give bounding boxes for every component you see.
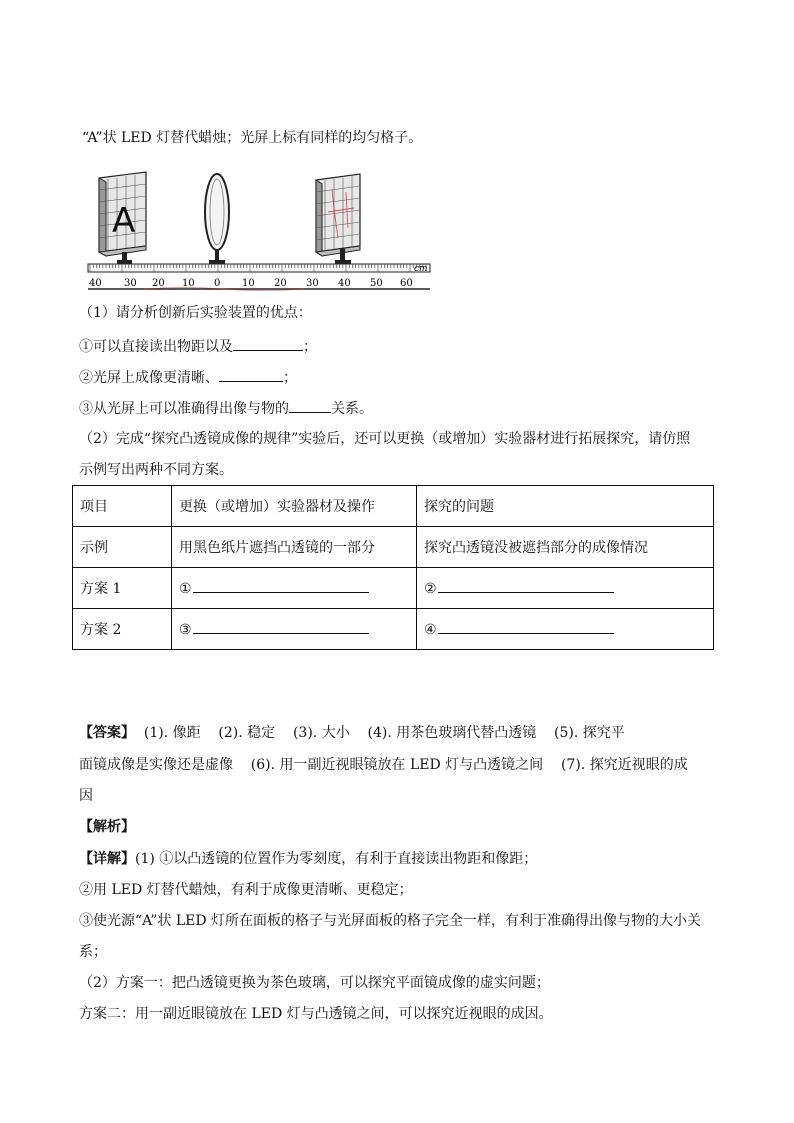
convex-lens: [205, 174, 229, 264]
ruler-label-2: 20: [152, 278, 165, 289]
ruler-label-9: 50: [370, 278, 383, 289]
table-cell: 项目: [73, 486, 172, 527]
analysis-label: 【解析】: [79, 819, 135, 835]
table-cell: 探究的问题: [417, 486, 714, 527]
answer-blank-1[interactable]: [233, 336, 303, 351]
analysis-line-6: 方案二：用一副近眼镜放在 LED 灯与凸透镜之间，可以探究近视眼的成因。: [79, 1006, 553, 1022]
q1-item-3-text: ③从光屏上可以准确得出像与物的: [79, 401, 289, 417]
table-cell: [172, 609, 417, 650]
analysis-line-3: ③使光源“A”状 LED 灯所在面板的格子与光屏面板的格子完全一样，有利于准确得出像与物的大小关: [79, 913, 702, 929]
q1-item-1-text: ①可以直接读出物距以及: [79, 339, 233, 355]
ruler-label-3: 10: [182, 278, 195, 289]
table-cell: [417, 568, 714, 609]
optics-bench-figure: [84, 168, 434, 292]
blank-marker: ④: [424, 622, 437, 638]
table-cell: 方案 2: [73, 609, 172, 650]
q2-line-2: 示例写出两种不同方案。: [79, 462, 233, 478]
answer-line-1: [79, 723, 625, 743]
experiment-table: [72, 485, 714, 650]
analysis-line-1: [79, 849, 537, 869]
q1-item-3-tail: 关系。: [331, 401, 373, 417]
table-row: [73, 527, 714, 568]
ruler-label-4: 0: [214, 278, 221, 289]
q1-item-1: ①可以直接读出物距以及 ；: [79, 336, 317, 357]
answer-text-1: (1). 像距 (2). 稳定 (3). 大小 (4). 用茶色玻璃代替凸透镜 (5). 探究平: [135, 725, 625, 741]
analysis-line-5: （2）方案一：把凸透镜更换为茶色玻璃，可以探究平面镜成像的虚实问题；: [79, 975, 550, 991]
table-row: [73, 609, 714, 650]
ruler-label-7: 30: [306, 278, 319, 289]
answer-blank-3[interactable]: [289, 398, 331, 413]
intro-text: “A”状 LED 灯替代蜡烛；光屏上标有同样的均匀格子。: [82, 130, 423, 146]
table-cell: [172, 568, 417, 609]
q2-line-1: （2）完成“探究凸透镜成像的规律”实验后，还可以更换（或增加）实验器材进行拓展探究，请仿照: [79, 431, 691, 447]
table-cell: 更换（或增加）实验器材及操作: [172, 486, 417, 527]
object-letter: A: [112, 201, 136, 241]
table-cell: 示例: [73, 527, 172, 568]
answer-label: 【答案】: [79, 725, 135, 741]
detail-label: 【详解】: [79, 851, 135, 867]
table-cell: 用黑色纸片遮挡凸透镜的一部分: [172, 527, 417, 568]
table-cell: 探究凸透镜没被遮挡部分的成像情况: [417, 527, 714, 568]
blank-marker: ③: [179, 622, 192, 638]
answer-line-3: 因: [79, 788, 93, 804]
q1-item-2-text: ②光屏上成像更清晰、: [79, 370, 219, 386]
measuring-ruler: [88, 264, 430, 291]
analysis-text-1: (1) ①以凸透镜的位置作为零刻度，有利于直接读出物距和像距；: [135, 851, 538, 867]
ruler-label-6: 20: [274, 278, 287, 289]
answer-line-2: 面镜成像是实像还是虚像 (6). 用一副近视眼镜放在 LED 灯与凸透镜之间 (7). 探究近视眼的成: [79, 757, 688, 773]
answer-blank-plan1-equipment[interactable]: [193, 579, 369, 593]
ruler-label-8: 40: [338, 278, 351, 289]
ruler-label-1: 30: [124, 278, 137, 289]
table-row: [73, 568, 714, 609]
ruler-label-5: 10: [242, 278, 255, 289]
ruler-label-0: 40: [89, 278, 102, 289]
table-cell: [417, 609, 714, 650]
q1-item-3: [79, 398, 373, 419]
table-cell: 方案 1: [73, 568, 172, 609]
answer-blank-plan2-question[interactable]: [438, 620, 614, 634]
answer-blank-2[interactable]: [219, 367, 283, 382]
ruler-label-10: 60: [400, 278, 413, 289]
ruler-unit: cm: [414, 264, 428, 274]
blank-marker: ①: [179, 581, 192, 597]
table-header-row: [73, 486, 714, 527]
blank-marker: ②: [424, 581, 437, 597]
q1-title: （1）请分析创新后实验装置的优点：: [79, 305, 312, 321]
answer-blank-plan2-equipment[interactable]: [193, 620, 369, 634]
analysis-line-2: ②用 LED 灯替代蜡烛，有利于成像更清晰、更稳定；: [79, 882, 413, 898]
led-object-board: [99, 172, 146, 264]
analysis-line-4: 系；: [79, 944, 107, 960]
answer-blank-plan1-question[interactable]: [438, 579, 614, 593]
light-screen-board: [316, 174, 360, 264]
q1-item-2: ②光屏上成像更清晰、 ；: [79, 367, 297, 388]
